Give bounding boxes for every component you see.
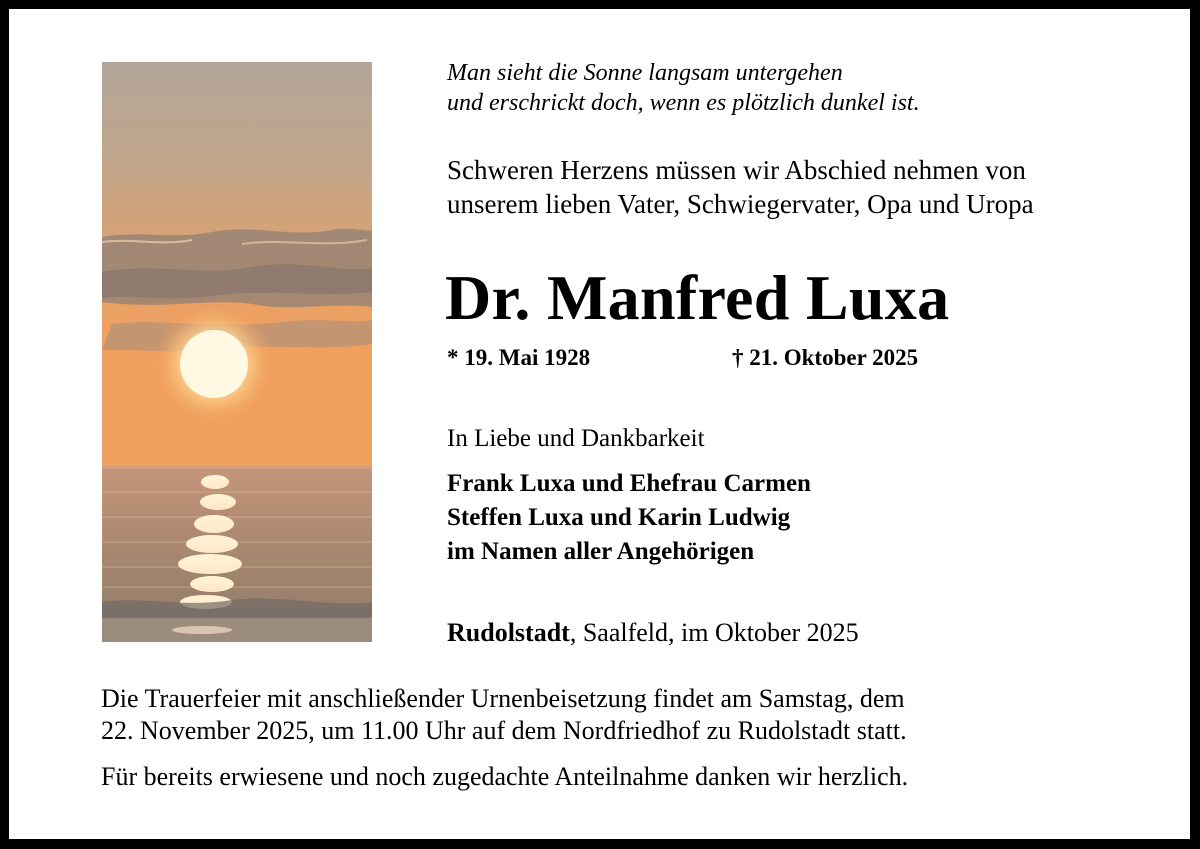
intro-line-2: unserem lieben Vater, Schwiegervater, Opa und Uropa xyxy=(447,189,1034,219)
obituary-card xyxy=(9,9,1190,839)
deceased-name: Dr. Manfred Luxa xyxy=(445,262,950,333)
intro-text xyxy=(447,153,1034,221)
place-date xyxy=(447,617,859,649)
intro-line-1: Schweren Herzens müssen wir Abschied nehmen von xyxy=(447,155,1026,185)
mourner-name: Frank Luxa und Ehefrau Carmen xyxy=(447,470,811,497)
birth-date: * 19. Mai 1928 xyxy=(447,345,591,370)
quote-line-1: Man sieht die Sonne langsam untergehen xyxy=(447,60,843,86)
sunset-image xyxy=(102,62,372,642)
service-line-1: Die Trauerfeier mit anschließender Urnenbeisetzung findet am Samstag, dem xyxy=(101,684,905,713)
mourners-intro: In Liebe und Dankbarkeit xyxy=(447,425,705,452)
mourner-name: Steffen Luxa und Karin Ludwig xyxy=(447,504,791,531)
death-date: † 21. Oktober 2025 xyxy=(732,345,919,370)
service-line-2: 22. November 2025, um 11.00 Uhr auf dem Nordfriedhof zu Rudolstadt statt. xyxy=(101,716,907,745)
place-city: Rudolstadt xyxy=(447,618,570,647)
mourner-name: im Namen aller Angehörigen xyxy=(447,538,755,565)
place-date-rest: , Saalfeld, im Oktober 2025 xyxy=(569,618,859,647)
mourners-list xyxy=(447,467,811,569)
sunset-photo xyxy=(102,62,372,642)
closing-text: Für bereits erwiesene und noch zugedachte Anteilnahme danken wir herzlich. xyxy=(101,762,909,791)
service-info xyxy=(101,683,907,747)
quote-line-2: und erschrickt doch, wenn es plötzlich dunkel ist. xyxy=(447,90,920,116)
memorial-quote xyxy=(447,58,920,118)
